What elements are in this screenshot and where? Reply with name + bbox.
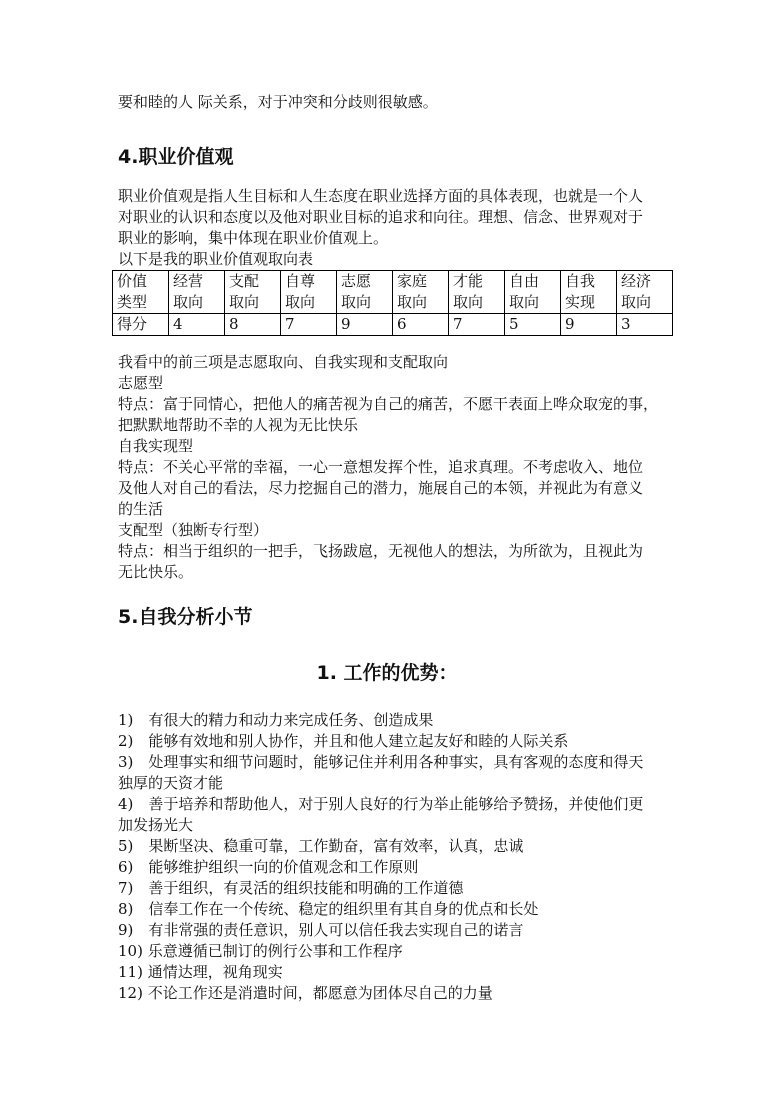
strength-item: 3) 处理事实和细节问题时，能够记住并利用各种事实，具有客观的态度和得天 xyxy=(118,753,644,771)
score-cell: 9 xyxy=(561,314,617,336)
section4-after-line: 的生活 xyxy=(118,500,164,518)
strength-item: 4) 善于培养和帮助他人，对于别人良好的行为举止能够给予赞扬，并使他们更 xyxy=(118,795,644,813)
section4-after-line: 志愿型 xyxy=(118,374,164,392)
table-header-cell: 自我 实现 xyxy=(561,271,617,314)
strength-item: 7) 善于组织，有灵活的组织技能和明确的工作道德 xyxy=(118,879,464,897)
strength-item: 独厚的天资才能 xyxy=(118,774,224,792)
section4-para-line: 职业价值观是指人生目标和人生态度在职业选择方面的具体表现，也就是一个人 xyxy=(118,187,644,205)
score-cell: 8 xyxy=(225,314,281,336)
table-header-cell: 经营 取向 xyxy=(169,271,225,314)
score-cell: 9 xyxy=(337,314,393,336)
section4-after-line: 支配型（独断专行型） xyxy=(118,521,269,539)
section4-after-line: 特点：不关心平常的幸福，一心一意想发挥个性，追求真理。不考虑收入、地位 xyxy=(118,458,644,476)
section4-after-line: 无比快乐。 xyxy=(118,563,194,581)
table-caption: 以下是我的职业价值观取向表 xyxy=(118,250,314,268)
strength-item: 10) 乐意遵循已制订的例行公事和工作程序 xyxy=(118,942,403,960)
table-header-cell: 才能 取向 xyxy=(449,271,505,314)
strength-item: 5) 果断坚决、稳重可靠，工作勤奋，富有效率，认真，忠诚 xyxy=(118,837,524,855)
strength-item: 9) 有非常强的责任意识，别人可以信任我去实现自己的诺言 xyxy=(118,921,524,939)
score-cell: 7 xyxy=(449,314,505,336)
table-header-cell: 家庭 取向 xyxy=(393,271,449,314)
table-header-cell: 自尊 取向 xyxy=(281,271,337,314)
section4-para-line: 职业的影响，集中体现在职业价值观上。 xyxy=(118,229,389,247)
strength-item: 1) 有很大的精力和动力来完成任务、创造成果 xyxy=(118,711,434,729)
strength-item: 11) 通情达理，视角现实 xyxy=(118,963,283,981)
strength-item: 6) 能够维护组织一向的价值观念和工作原则 xyxy=(118,858,419,876)
strength-item: 加发扬光大 xyxy=(118,816,194,834)
score-cell: 5 xyxy=(505,314,561,336)
table-header-row xyxy=(113,271,673,314)
table-header-cell: 经济 取向 xyxy=(617,271,673,314)
score-cell: 7 xyxy=(281,314,337,336)
section4-after-line: 及他人对自己的看法，尽力挖掘自己的潜力，施展自己的本领，并视此为有意义 xyxy=(118,479,644,497)
strength-item: 12) 不论工作还是消遣时间，都愿意为团体尽自己的力量 xyxy=(118,984,493,1002)
section5-subtitle: 1. 工作的优势： xyxy=(316,662,458,684)
strength-item: 2) 能够有效地和别人协作，并且和他人建立起友好和睦的人际关系 xyxy=(118,732,569,750)
score-label-cell: 得分 xyxy=(113,314,169,336)
section4-after-line: 特点：富于同情心，把他人的痛苦视为自己的痛苦，不愿干表面上哗众取宠的事， xyxy=(118,395,659,413)
section5-heading: 5.自我分析小节 xyxy=(118,606,253,628)
section4-para-line: 对职业的认识和态度以及他对职业目标的追求和向往。理想、信念、世界观对于 xyxy=(118,208,644,226)
section4-after-line: 自我实现型 xyxy=(118,437,194,455)
score-cell: 6 xyxy=(393,314,449,336)
section4-after-line: 特点：相当于组织的一把手，飞扬跋扈，无视他人的想法，为所欲为，且视此为 xyxy=(118,542,644,560)
section4-heading: 4.职业价值观 xyxy=(118,146,234,168)
table-header-cell: 自由 取向 xyxy=(505,271,561,314)
section4-after-line: 把默默地帮助不幸的人视为无比快乐 xyxy=(118,416,359,434)
score-cell: 4 xyxy=(169,314,225,336)
section4-after-line: 我看中的前三项是志愿取向、自我实现和支配取向 xyxy=(118,353,449,371)
table-header-cell: 价值 类型 xyxy=(113,271,169,314)
table-header-cell: 志愿 取向 xyxy=(337,271,393,314)
score-cell: 3 xyxy=(617,314,673,336)
value-orientation-table xyxy=(112,270,673,336)
intro-tail-text: 要和睦的人 际关系，对于冲突和分歧则很敏感。 xyxy=(118,93,438,111)
table-score-row xyxy=(113,314,673,336)
table-header-cell: 支配 取向 xyxy=(225,271,281,314)
strength-item: 8) 信奉工作在一个传统、稳定的组织里有其自身的优点和长处 xyxy=(118,900,539,918)
